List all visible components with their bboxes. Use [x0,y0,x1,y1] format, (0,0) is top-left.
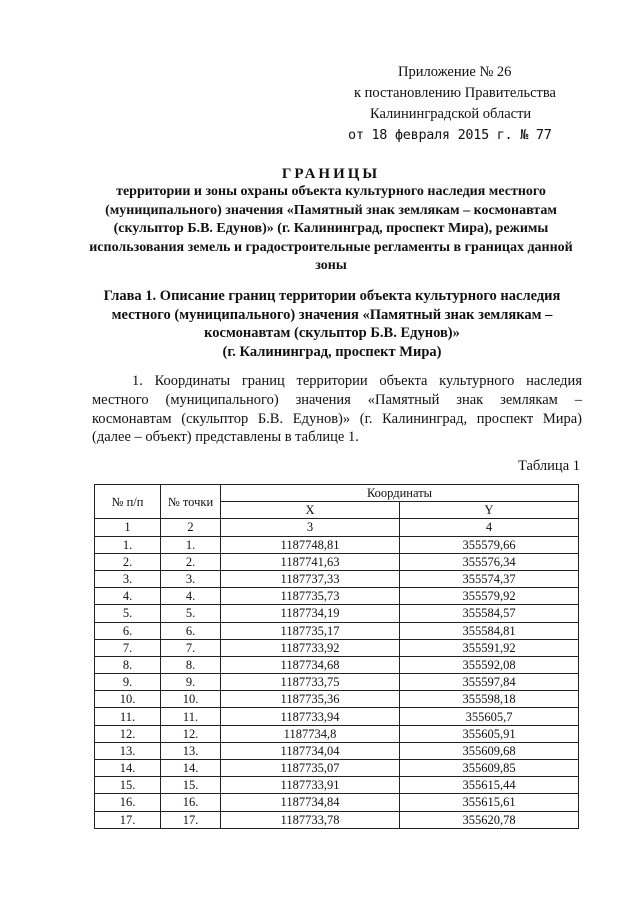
index-row [95,519,579,536]
appendix-number: Приложение № 26 [398,64,512,80]
x-coordinate-cell: 1187741,63 [221,553,400,570]
index-cell: 4 [400,519,579,536]
chapter-heading [86,287,578,361]
x-coordinate-cell: 1187733,78 [221,811,400,828]
table-row [95,605,579,622]
document-subtitle: территории и зоны охраны объекта культурного наследия местного (муниципального) значения «Памятный знак землякам – космонавтам (скульптор Б.В. Едунов)» (г. Калининград, проспект Мира), режимы использования земель и градостроительные регламенты в границах данной зоны [89,184,573,274]
table-row [95,760,579,777]
appendix-date: от 18 февраля 2015 г. № 77 [348,127,552,143]
y-coordinate-cell: 355592,08 [400,656,579,673]
row-number-cell: 11. [95,708,161,725]
point-number-cell: 11. [161,708,221,725]
coordinates-table [94,484,579,829]
row-number-cell: 16. [95,794,161,811]
chapter-line: Глава 1. Описание границ территории объекта культурного наследия [103,288,561,304]
point-number-cell: 14. [161,760,221,777]
table-row [95,811,579,828]
point-number-cell: 4. [161,588,221,605]
x-coordinate-cell: 1187735,07 [221,760,400,777]
table-body [95,536,579,828]
table-row [95,622,579,639]
x-coordinate-cell: 1187733,92 [221,639,400,656]
table-row [95,656,579,673]
table-row [95,536,579,553]
chapter-line: космонавтам (скульптор Б.В. Едунов)» [204,325,460,342]
document-title: ГРАНИЦЫ [281,166,381,182]
y-coordinate-cell: 355620,78 [400,811,579,828]
point-number-cell: 2. [161,553,221,570]
y-coordinate-cell: 355605,7 [400,708,579,725]
point-number-cell: 12. [161,725,221,742]
x-coordinate-cell: 1187735,36 [221,691,400,708]
y-coordinate-cell: 355605,91 [400,725,579,742]
table-label: Таблица 1 [517,458,580,474]
table-row [95,777,579,794]
index-cell: 2 [161,519,221,536]
header-coordinates: Координаты [221,485,579,502]
y-coordinate-cell: 355579,92 [400,588,579,605]
y-coordinate-cell: 355609,85 [400,760,579,777]
x-coordinate-cell: 1187733,94 [221,708,400,725]
table-row [95,708,579,725]
chapter-line: местного (муниципального) значения «Памятный знак землякам – [111,306,553,323]
x-coordinate-cell: 1187735,17 [221,622,400,639]
row-number-cell: 4. [95,588,161,605]
point-number-cell: 17. [161,811,221,828]
table-row [95,570,579,587]
index-cell: 1 [95,519,161,536]
table-row [95,794,579,811]
x-coordinate-cell: 1187734,84 [221,794,400,811]
point-number-cell: 13. [161,742,221,759]
row-number-cell: 12. [95,725,161,742]
y-coordinate-cell: 355584,57 [400,605,579,622]
y-coordinate-cell: 355598,18 [400,691,579,708]
row-number-cell: 17. [95,811,161,828]
row-number-cell: 3. [95,570,161,587]
chapter-line: (г. Калининград, проспект Мира) [222,343,442,360]
y-coordinate-cell: 355576,34 [400,553,579,570]
y-coordinate-cell: 355597,84 [400,674,579,691]
x-coordinate-cell: 1187734,19 [221,605,400,622]
appendix-region: Калининградской области [370,106,532,122]
point-number-cell: 5. [161,605,221,622]
table-row [95,742,579,759]
row-number-cell: 14. [95,760,161,777]
row-number-cell: 13. [95,742,161,759]
y-coordinate-cell: 355609,68 [400,742,579,759]
row-number-cell: 8. [95,656,161,673]
y-coordinate-cell: 355574,37 [400,570,579,587]
x-coordinate-cell: 1187734,04 [221,742,400,759]
y-coordinate-cell: 355591,92 [400,639,579,656]
row-number-cell: 5. [95,605,161,622]
point-number-cell: 7. [161,639,221,656]
header-row-number: № п/п [95,485,161,519]
table-row [95,639,579,656]
row-number-cell: 7. [95,639,161,656]
x-coordinate-cell: 1187737,33 [221,570,400,587]
y-coordinate-cell: 355615,44 [400,777,579,794]
table-row [95,674,579,691]
point-number-cell: 9. [161,674,221,691]
point-number-cell: 16. [161,794,221,811]
row-number-cell: 10. [95,691,161,708]
index-cell: 3 [221,519,400,536]
y-coordinate-cell: 355579,66 [400,536,579,553]
x-coordinate-cell: 1187734,68 [221,656,400,673]
table-row [95,725,579,742]
point-number-cell: 10. [161,691,221,708]
y-coordinate-cell: 355584,81 [400,622,579,639]
row-number-cell: 1. [95,536,161,553]
point-number-cell: 15. [161,777,221,794]
x-coordinate-cell: 1187733,75 [221,674,400,691]
table-row [95,691,579,708]
appendix-resolution: к постановлению Правительства [354,85,556,101]
row-number-cell: 2. [95,553,161,570]
point-number-cell: 1. [161,536,221,553]
header-y: Y [400,502,579,519]
paragraph-1 [92,372,582,447]
header-point-number: № точки [161,485,221,519]
row-number-cell: 6. [95,622,161,639]
paragraph-text: 1. Координаты границ территории объекта культурного наследия местного (муниципального) значения «Памятный знак землякам – космонавтам (скульптор Б.В. Едунов)» (г. Калининград, проспект Мира) (далее – объект) представлены в таблице 1. [92,373,582,446]
x-coordinate-cell: 1187733,91 [221,777,400,794]
point-number-cell: 6. [161,622,221,639]
row-number-cell: 15. [95,777,161,794]
table-row [95,553,579,570]
x-coordinate-cell: 1187748,81 [221,536,400,553]
point-number-cell: 8. [161,656,221,673]
table-row [95,588,579,605]
point-number-cell: 3. [161,570,221,587]
x-coordinate-cell: 1187735,73 [221,588,400,605]
row-number-cell: 9. [95,674,161,691]
header-x: X [221,502,400,519]
x-coordinate-cell: 1187734,8 [221,725,400,742]
y-coordinate-cell: 355615,61 [400,794,579,811]
appendix-header [340,62,580,146]
